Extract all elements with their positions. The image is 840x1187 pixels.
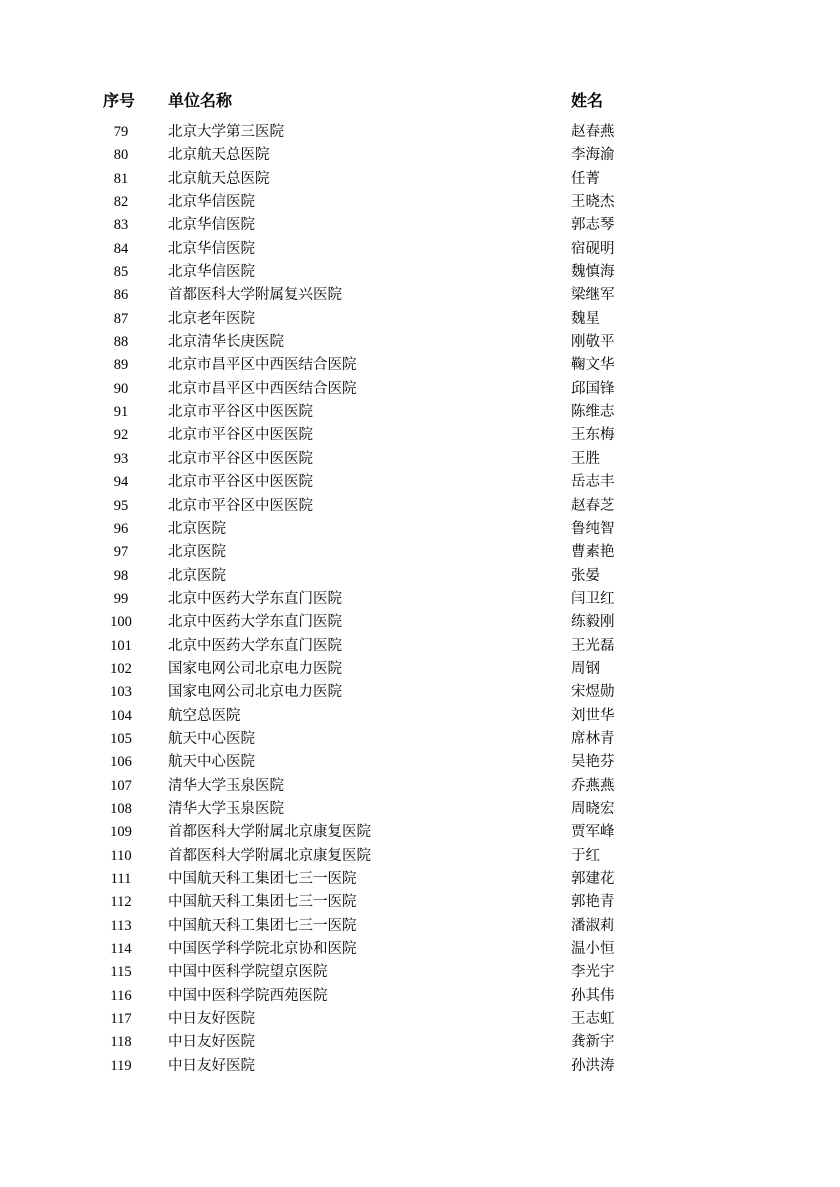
row-number: 112 [110, 894, 132, 911]
row-person-name: 练毅刚 [571, 614, 615, 631]
row-person-name: 席林青 [571, 730, 615, 747]
table-row [0, 284, 840, 307]
table-row [0, 728, 840, 751]
row-unit-name: 中日友好医院 [168, 1011, 255, 1028]
row-person-name: 李海渝 [571, 147, 615, 164]
row-number: 97 [113, 544, 129, 561]
row-person-name: 周晓宏 [571, 800, 615, 817]
row-unit-name: 中国航天科工集团七三一医院 [168, 894, 357, 911]
table-body [0, 121, 840, 1078]
table-row [0, 308, 840, 331]
row-person-name: 张晏 [571, 567, 600, 584]
row-unit-name: 北京华信医院 [168, 194, 255, 211]
row-unit-name: 北京市平谷区中医医院 [168, 404, 313, 421]
row-unit-name: 中国医学科学院北京协和医院 [168, 941, 357, 958]
row-person-name: 宋煜勋 [571, 684, 615, 701]
row-person-name: 陈维志 [571, 404, 615, 421]
row-number: 98 [113, 567, 129, 584]
row-person-name: 王晓杰 [571, 194, 615, 211]
row-unit-name: 北京华信医院 [168, 264, 255, 281]
row-number: 101 [110, 637, 132, 654]
row-person-name: 孙其伟 [571, 987, 615, 1004]
table-row [0, 331, 840, 354]
row-number: 90 [113, 380, 129, 397]
row-person-name: 郭建花 [571, 871, 615, 887]
table-row [0, 775, 840, 798]
row-person-name: 潘淑莉 [571, 917, 615, 934]
row-number: 80 [113, 147, 129, 164]
row-number: 79 [113, 124, 129, 140]
table-row [0, 1055, 840, 1078]
row-person-name: 刘世华 [571, 707, 615, 724]
row-unit-name: 北京市平谷区中医医院 [168, 474, 313, 491]
row-person-name: 于红 [571, 847, 600, 864]
row-number: 82 [113, 194, 129, 211]
row-number: 83 [113, 217, 129, 234]
row-person-name: 邱国锋 [571, 380, 615, 397]
row-number: 86 [113, 287, 129, 304]
row-unit-name: 北京清华长庚医院 [168, 334, 284, 351]
row-person-name: 岳志丰 [571, 474, 615, 491]
table-row [0, 121, 840, 144]
header-unit-name: 单位名称 [168, 91, 233, 110]
table-row [0, 938, 840, 961]
row-unit-name: 北京华信医院 [168, 240, 255, 257]
row-person-name: 闫卫红 [571, 590, 615, 607]
row-number: 96 [113, 520, 129, 537]
row-unit-name: 中国中医科学院望京医院 [168, 964, 328, 981]
row-number: 87 [113, 310, 129, 327]
row-unit-name: 北京中医药大学东直门医院 [168, 614, 342, 631]
table-row [0, 191, 840, 214]
table-row [0, 845, 840, 868]
row-unit-name: 清华大学玉泉医院 [168, 800, 284, 817]
row-number: 89 [113, 357, 129, 374]
row-unit-name: 航天中心医院 [168, 730, 255, 747]
row-unit-name: 北京医院 [168, 520, 226, 537]
row-number: 105 [110, 730, 132, 747]
row-number: 84 [113, 240, 129, 257]
row-number: 91 [113, 404, 129, 421]
row-unit-name: 北京市平谷区中医医院 [168, 497, 313, 514]
row-number: 94 [113, 474, 129, 491]
row-person-name: 温小恒 [571, 941, 615, 958]
row-person-name: 吴艳芬 [571, 754, 615, 771]
row-unit-name: 中国航天科工集团七三一医院 [168, 917, 357, 934]
row-number: 103 [110, 684, 132, 701]
table-row [0, 565, 840, 588]
row-unit-name: 北京市昌平区中西医结合医院 [168, 380, 357, 397]
row-unit-name: 航天中心医院 [168, 754, 255, 771]
table-row [0, 658, 840, 681]
row-person-name: 王光磊 [571, 637, 615, 654]
row-number: 116 [110, 987, 132, 1004]
row-person-name: 曹素艳 [571, 544, 615, 561]
row-person-name: 赵春燕 [571, 124, 615, 140]
row-number: 111 [110, 871, 132, 887]
row-unit-name: 北京市昌平区中西医结合医院 [168, 357, 357, 374]
table-row [0, 541, 840, 564]
row-unit-name: 中国中医科学院西苑医院 [168, 987, 328, 1004]
row-person-name: 宿砚明 [571, 240, 615, 257]
table-row [0, 495, 840, 518]
row-unit-name: 清华大学玉泉医院 [168, 777, 284, 794]
row-number: 104 [110, 707, 132, 724]
table-row [0, 915, 840, 938]
row-number: 81 [113, 170, 129, 187]
row-person-name: 魏慎海 [571, 264, 615, 281]
table-row [0, 168, 840, 191]
row-person-name: 乔燕燕 [571, 777, 615, 794]
row-unit-name: 北京老年医院 [168, 310, 255, 327]
table-row [0, 354, 840, 377]
row-person-name: 贾军峰 [571, 824, 615, 841]
row-unit-name: 首都医科大学附属复兴医院 [168, 287, 342, 304]
table-row [0, 821, 840, 844]
row-number: 119 [110, 1057, 132, 1074]
row-unit-name: 中国航天科工集团七三一医院 [168, 871, 357, 887]
table-row [0, 424, 840, 447]
table-row [0, 705, 840, 728]
row-person-name: 鞠文华 [571, 357, 615, 374]
table-row [0, 891, 840, 914]
row-number: 109 [110, 824, 132, 841]
table-row [0, 378, 840, 401]
row-person-name: 任菁 [571, 170, 600, 187]
row-unit-name: 首都医科大学附属北京康复医院 [168, 824, 371, 841]
table-row [0, 611, 840, 634]
row-person-name: 刚敬平 [571, 334, 615, 351]
table-row [0, 588, 840, 611]
row-person-name: 王胜 [571, 450, 600, 467]
row-person-name: 王志虹 [571, 1011, 615, 1028]
row-number: 106 [110, 754, 132, 771]
row-person-name: 魏星 [571, 310, 600, 327]
row-unit-name: 北京医院 [168, 544, 226, 561]
row-person-name: 郭志琴 [571, 217, 615, 234]
row-person-name: 郭艳青 [571, 894, 615, 911]
table-row [0, 238, 840, 261]
row-unit-name: 北京市平谷区中医医院 [168, 427, 313, 444]
table-row [0, 985, 840, 1008]
row-number: 99 [113, 590, 129, 607]
row-unit-name: 国家电网公司北京电力医院 [168, 684, 342, 701]
row-person-name: 孙洪涛 [571, 1057, 615, 1074]
table-row [0, 1008, 840, 1031]
row-person-name: 王东梅 [571, 427, 615, 444]
table-header [0, 88, 840, 114]
table-row [0, 401, 840, 424]
row-number: 102 [110, 660, 132, 677]
row-person-name: 赵春芝 [571, 497, 615, 514]
table-row [0, 448, 840, 471]
row-person-name: 梁继军 [571, 287, 615, 304]
table-row [0, 214, 840, 237]
row-unit-name: 北京中医药大学东直门医院 [168, 637, 342, 654]
row-unit-name: 北京大学第三医院 [168, 124, 284, 140]
row-unit-name: 北京华信医院 [168, 217, 255, 234]
table-row [0, 1031, 840, 1054]
row-unit-name: 航空总医院 [168, 707, 241, 724]
row-person-name: 龚新宇 [571, 1034, 615, 1051]
table-row [0, 144, 840, 167]
table-row [0, 635, 840, 658]
row-number: 117 [110, 1011, 132, 1028]
row-unit-name: 北京航天总医院 [168, 170, 270, 187]
row-number: 85 [113, 264, 129, 281]
row-number: 88 [113, 334, 129, 351]
row-unit-name: 首都医科大学附属北京康复医院 [168, 847, 371, 864]
row-number: 113 [110, 917, 132, 934]
row-unit-name: 北京医院 [168, 567, 226, 584]
row-number: 107 [110, 777, 132, 794]
row-number: 115 [110, 964, 132, 981]
table-row [0, 471, 840, 494]
row-person-name: 鲁纯智 [571, 520, 615, 537]
row-number: 100 [110, 614, 132, 631]
row-person-name: 李光宇 [571, 964, 615, 981]
table-row [0, 681, 840, 704]
row-number: 114 [110, 941, 132, 958]
row-number: 95 [113, 497, 129, 514]
row-number: 118 [110, 1034, 132, 1051]
row-unit-name: 中日友好医院 [168, 1034, 255, 1051]
row-person-name: 周钢 [571, 660, 600, 677]
table-row [0, 961, 840, 984]
row-unit-name: 北京航天总医院 [168, 147, 270, 164]
table-row [0, 798, 840, 821]
row-unit-name: 中日友好医院 [168, 1057, 255, 1074]
row-unit-name: 北京市平谷区中医医院 [168, 450, 313, 467]
row-number: 93 [113, 450, 129, 467]
header-person-name: 姓名 [571, 91, 604, 110]
table-row [0, 868, 840, 891]
table-row [0, 261, 840, 284]
table-row [0, 751, 840, 774]
table-row [0, 518, 840, 541]
row-unit-name: 北京中医药大学东直门医院 [168, 590, 342, 607]
row-number: 92 [113, 427, 129, 444]
header-number: 序号 [103, 91, 136, 110]
row-number: 110 [110, 847, 132, 864]
row-unit-name: 国家电网公司北京电力医院 [168, 660, 342, 677]
row-number: 108 [110, 800, 132, 817]
